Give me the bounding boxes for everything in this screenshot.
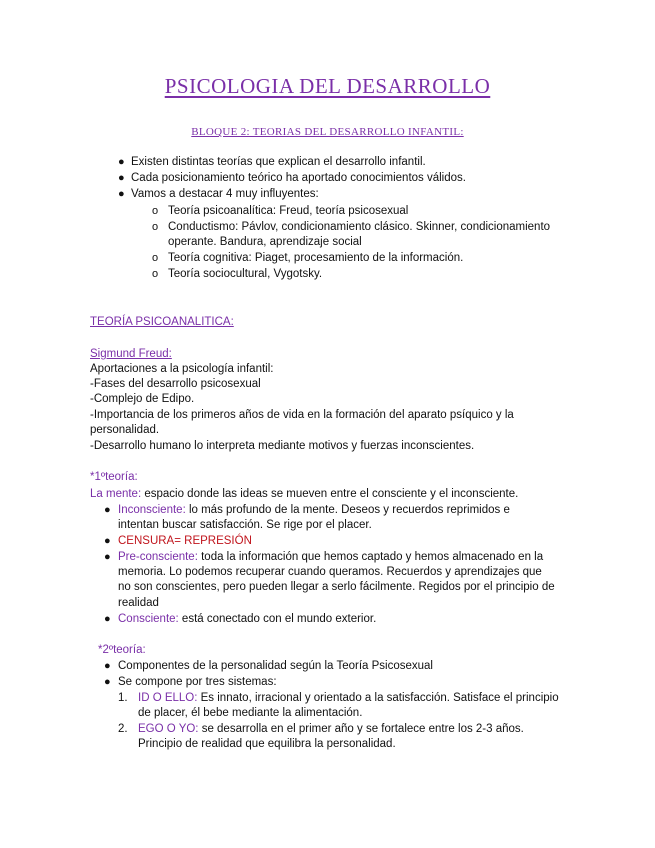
preconsciente-continuation: no son conscientes, pero pueden llegar a serlo fácilmente. Regidos por el principio de [118,581,555,593]
page-title: PSICOLOGIA DEL DESARROLLO [164,74,491,98]
censura-item: CENSURA= REPRESIÓN [118,535,252,547]
bullet-dot-icon: ● [104,535,111,547]
sub-bullet: Conductismo: Pávlov, condicionamiento clásico. Skinner, condicionamiento [168,221,551,233]
freud-line: -Desarrollo humano lo interpreta mediante motivos y fuerzas inconscientes. [90,440,475,452]
list-number: 2. [118,723,128,735]
circle-bullet-icon: o [152,268,159,280]
mind-text: espacio donde las ideas se mueven entre el consciente y el inconsciente. [141,488,519,500]
preconsciente-item [118,550,543,565]
sub-bullet-continuation: operante. Bandura, aprendizaje social [168,236,362,248]
bullet-dot-icon: ● [118,156,125,168]
sub-bullet: Teoría cognitiva: Piaget, procesamiento de la información. [168,252,464,264]
bullet-dot-icon: ● [104,504,111,516]
ego-yo-text: se desarrolla en el primer año y se fortalece entre los 2-3 años. [198,723,524,735]
consciente-label: Consciente: [118,613,179,625]
bullet-dot-icon: ● [104,551,111,563]
bullet-dot-icon: ● [118,172,125,184]
id-ello-item [138,691,559,706]
list-number: 1. [118,692,128,704]
id-ello-label: ID O ELLO: [138,692,198,704]
id-ello-continuation: de placer, él bebe mediante la alimentación. [138,707,363,719]
inconsciente-item [118,503,510,518]
freud-line: Aportaciones a la psicología infantil: [90,363,274,375]
freud-line: -Complejo de Edipo. [90,393,195,405]
freud-line: -Importancia de los primeros años de vida en la formación del aparato psíquico y la [90,409,514,421]
ego-yo-continuation: Principio de realidad que equilibra la personalidad. [138,738,396,750]
ego-yo-item [138,722,524,737]
preconsciente-text: toda la información que hemos captado y hemos almacenado en la [197,551,544,563]
bullet-dot-icon: ● [104,613,111,625]
sub-bullet: Teoría psicoanalítica: Freud, teoría psicosexual [168,205,409,217]
circle-bullet-icon: o [152,205,159,217]
preconsciente-continuation: memoria. Lo podemos recuperar cuando queramos. Recuerdos y aprendizajes que [118,566,542,578]
sub-bullet: Teoría sociocultural, Vygotsky. [168,268,323,280]
theory1-heading: *1ºteoría: [90,471,138,483]
intro-bullet: Existen distintas teorías que explican el desarrollo infantil. [131,156,426,168]
freud-heading: Sigmund Freud: [90,348,172,360]
freud-line: personalidad. [90,424,160,436]
freud-line: -Fases del desarrollo psicosexual [90,378,261,390]
mind-label: La mente: [90,488,142,500]
section-heading: TEORÍA PSICOANALITICA: [90,316,234,328]
ego-yo-label: EGO O YO: [138,723,199,735]
preconsciente-label: Pre-consciente: [118,551,198,563]
inconsciente-label: Inconsciente: [118,504,186,516]
inconsciente-text: lo más profundo de la mente. Deseos y recuerdos reprimidos e [185,504,510,516]
bullet-dot-icon: ● [104,676,111,688]
inconsciente-continuation: intentan buscar satisfacción. Se rige por el placer. [118,519,372,531]
bullet-dot-icon: ● [118,188,125,200]
circle-bullet-icon: o [152,221,159,233]
theory2-heading: *2ºteoría: [98,644,146,656]
id-ello-text: Es innato, irracional y orientado a la satisfacción. Satisface el principio [197,692,559,704]
consciente-item [118,612,376,627]
preconsciente-continuation: realidad [118,597,159,609]
intro-bullet: Vamos a destacar 4 muy influyentes: [131,188,319,200]
consciente-text: está conectado con el mundo exterior. [178,613,377,625]
theory2-bullet: Se compone por tres sistemas: [118,676,277,688]
bullet-dot-icon: ● [104,660,111,672]
page-subtitle: BLOQUE 2: TEORIAS DEL DESARROLLO INFANTIL: [191,126,464,138]
intro-bullet: Cada posicionamiento teórico ha aportado conocimientos válidos. [131,172,466,184]
circle-bullet-icon: o [152,252,159,264]
mind-definition [90,487,518,502]
theory2-bullet: Componentes de la personalidad según la Teoría Psicosexual [118,660,433,672]
